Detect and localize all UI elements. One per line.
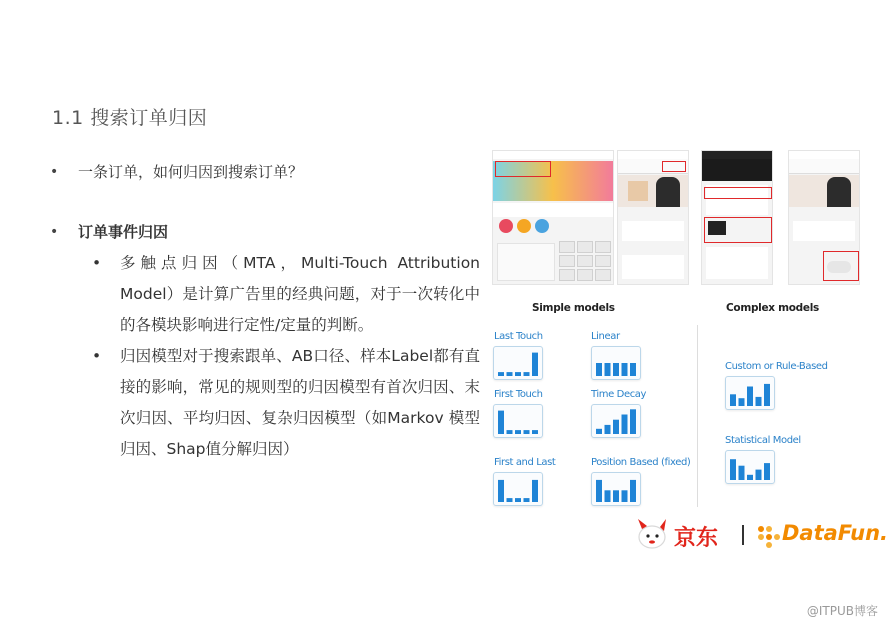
model-bar xyxy=(524,498,530,502)
bullet-dot: • xyxy=(92,254,102,272)
model-name-linear: Linear xyxy=(591,331,620,342)
model-bar xyxy=(596,480,602,502)
sub-bullet-2-text: 归因模型对于搜索跟单、AB口径、样本Label都有直接的影响，常见的规则型的归因模型有首次归因、末次归因、平均归因、复杂归因模型（如Markov 模型归因、Shap值分解归因） xyxy=(120,347,480,458)
model-bar xyxy=(730,394,736,406)
model-bar xyxy=(532,353,538,376)
model-bar xyxy=(532,430,538,434)
phone-screenshot-1 xyxy=(492,150,614,285)
model-bar xyxy=(515,498,521,502)
model-name-statistical-model: Statistical Model xyxy=(725,435,801,446)
model-bar xyxy=(498,411,504,434)
model-bars xyxy=(726,451,774,483)
model-chart-custom-rule-based xyxy=(725,376,775,410)
model-chart-time-decay xyxy=(591,404,641,438)
model-chart-first-touch xyxy=(493,404,543,438)
model-name-first-and-last: First and Last xyxy=(494,457,556,468)
bullet-2-text: 订单事件归因 xyxy=(78,223,169,241)
bullet-dot: • xyxy=(50,164,59,180)
phone-screenshot-2 xyxy=(617,150,689,285)
model-bar xyxy=(524,430,530,434)
model-bar xyxy=(622,490,628,502)
phone-screenshot-3 xyxy=(701,150,773,285)
model-bars xyxy=(592,473,640,505)
model-bar xyxy=(596,363,602,376)
model-bar xyxy=(532,480,538,502)
model-bar xyxy=(498,372,504,376)
model-bar xyxy=(515,430,521,434)
model-bar xyxy=(739,398,745,406)
complex-models-label: Complex models xyxy=(726,302,819,314)
slide-title: 1.1 搜索订单归因 xyxy=(52,107,208,129)
model-bar xyxy=(747,387,753,407)
phone-screenshot-4 xyxy=(788,150,860,285)
datafun-logo-text: DataFun. xyxy=(782,521,889,545)
model-bar xyxy=(507,430,513,434)
model-bars xyxy=(494,473,542,505)
sub-bullet-1-text: 多触点归因（MTA，Multi-Touch Attribution Model）是计算广告里的经典问题，对于一次转化中的各模块影响进行定性/定量的判断。 xyxy=(120,254,480,334)
jd-mascot-icon xyxy=(630,517,670,553)
model-name-custom-rule-based: Custom or Rule-Based xyxy=(725,361,828,372)
model-bar xyxy=(622,363,628,376)
model-bar xyxy=(756,470,762,480)
model-bar xyxy=(507,498,513,502)
models-divider xyxy=(697,325,698,507)
model-bar xyxy=(613,363,619,376)
model-bar xyxy=(747,475,753,480)
model-bar xyxy=(605,490,611,502)
model-chart-first-and-last xyxy=(493,472,543,506)
model-name-position-based: Position Based (fixed) xyxy=(591,457,691,468)
model-name-first-touch: First Touch xyxy=(494,389,543,400)
bullet-1-text: 一条订单，如何归因到搜索订单？ xyxy=(78,163,304,181)
jd-logo-text: 京东 xyxy=(674,526,719,551)
model-bar xyxy=(524,372,530,376)
model-chart-linear xyxy=(591,346,641,380)
logo-bar xyxy=(630,515,889,555)
model-bars xyxy=(494,347,542,379)
model-bar xyxy=(605,363,611,376)
model-bar xyxy=(764,463,770,480)
model-bar xyxy=(605,425,611,434)
model-bar xyxy=(613,490,619,502)
model-chart-position-based xyxy=(591,472,641,506)
model-bars xyxy=(592,405,640,437)
model-bar xyxy=(756,397,762,406)
model-bar xyxy=(515,372,521,376)
model-bar xyxy=(739,466,745,480)
model-bar xyxy=(764,384,770,406)
model-bar xyxy=(730,459,736,480)
model-bar xyxy=(630,363,636,376)
model-bar xyxy=(613,420,619,434)
model-bar xyxy=(498,480,504,502)
phone-screenshots xyxy=(492,150,862,283)
model-bar xyxy=(630,480,636,502)
model-bars xyxy=(592,347,640,379)
model-bars xyxy=(726,377,774,409)
model-chart-last-touch xyxy=(493,346,543,380)
simple-models-label: Simple models xyxy=(532,302,615,314)
model-bar xyxy=(596,429,602,434)
model-bars xyxy=(494,405,542,437)
model-name-time-decay: Time Decay xyxy=(591,389,647,400)
datafun-logo-icon xyxy=(756,524,780,548)
model-bar xyxy=(622,415,628,435)
model-bar xyxy=(507,372,513,376)
watermark: @ITPUB博客 xyxy=(806,604,878,618)
logo-separator xyxy=(742,525,744,545)
bullet-dot: • xyxy=(92,347,102,365)
model-bar xyxy=(630,409,636,434)
model-chart-statistical-model xyxy=(725,450,775,484)
bullet-dot: • xyxy=(50,224,59,240)
model-name-last-touch: Last Touch xyxy=(494,331,543,342)
